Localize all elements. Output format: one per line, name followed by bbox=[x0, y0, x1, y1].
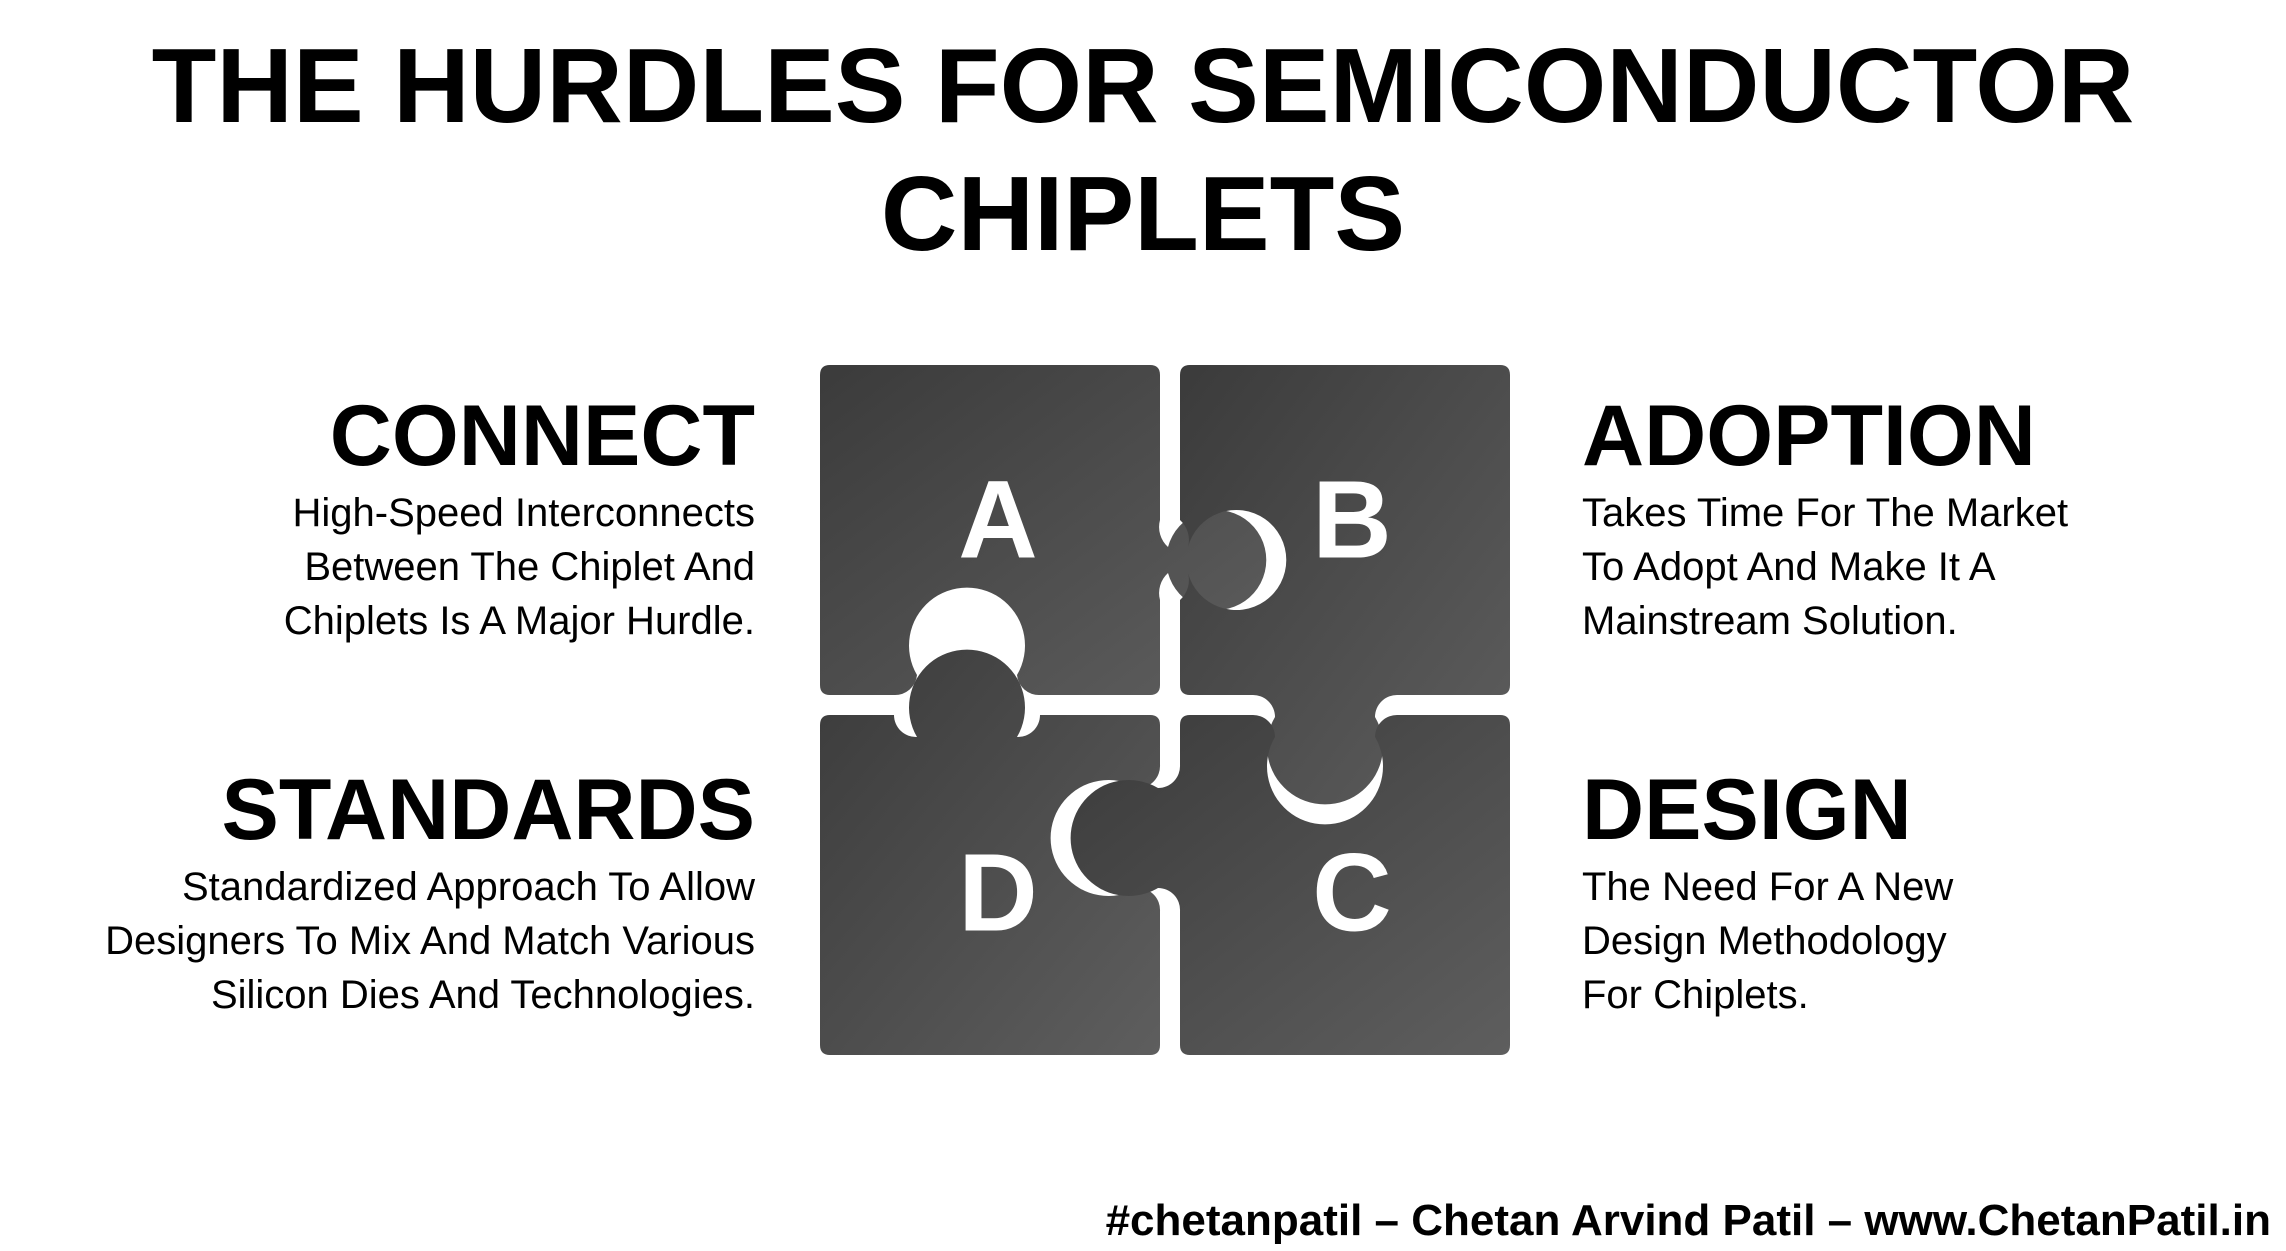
description-line: Standardized Approach To Allow bbox=[182, 865, 755, 909]
hurdle-connect-description bbox=[15, 486, 755, 648]
puzzle-graphic bbox=[820, 365, 1510, 1055]
piece-b-letter: B bbox=[1312, 458, 1392, 582]
hurdle-connect-heading: CONNECT bbox=[329, 388, 755, 484]
hurdle-design bbox=[1582, 762, 2286, 1022]
hurdle-standards bbox=[15, 762, 755, 1022]
hurdle-design-description bbox=[1582, 860, 2286, 1022]
description-line: Designers To Mix And Match Various bbox=[105, 919, 755, 963]
hurdle-standards-heading: STANDARDS bbox=[221, 762, 755, 858]
description-line: Takes Time For The Market bbox=[1582, 491, 2069, 535]
description-line: To Adopt And Make It A bbox=[1582, 545, 1996, 589]
description-line: High-Speed Interconnects bbox=[292, 491, 755, 535]
title-line-1: THE HURDLES FOR SEMICONDUCTOR bbox=[151, 27, 2135, 145]
hurdle-design-heading: DESIGN bbox=[1582, 762, 1912, 858]
title-line-2: CHIPLETS bbox=[880, 155, 1406, 273]
description-line: The Need For A New bbox=[1582, 865, 1954, 909]
description-line: For Chiplets. bbox=[1582, 973, 1809, 1017]
description-line: Chiplets Is A Major Hurdle. bbox=[283, 599, 755, 643]
footer-credit: #chetanpatil – Chetan Arvind Patil – www.ChetanPatil.in bbox=[1105, 1196, 2271, 1245]
description-line: Between The Chiplet And bbox=[304, 545, 755, 589]
description-line: Design Methodology bbox=[1582, 919, 1947, 963]
piece-c-letter: C bbox=[1312, 831, 1392, 955]
hurdle-adoption bbox=[1582, 388, 2286, 648]
piece-a-letter: A bbox=[958, 458, 1038, 582]
hurdle-standards-description bbox=[15, 860, 755, 1022]
page-title bbox=[0, 22, 2286, 278]
hurdle-adoption-description bbox=[1582, 486, 2286, 648]
piece-d-letter: D bbox=[958, 831, 1038, 955]
description-line: Silicon Dies And Technologies. bbox=[210, 973, 755, 1017]
hurdle-adoption-heading: ADOPTION bbox=[1582, 388, 2036, 484]
description-line: Mainstream Solution. bbox=[1582, 599, 1958, 643]
hurdle-connect bbox=[15, 388, 755, 648]
